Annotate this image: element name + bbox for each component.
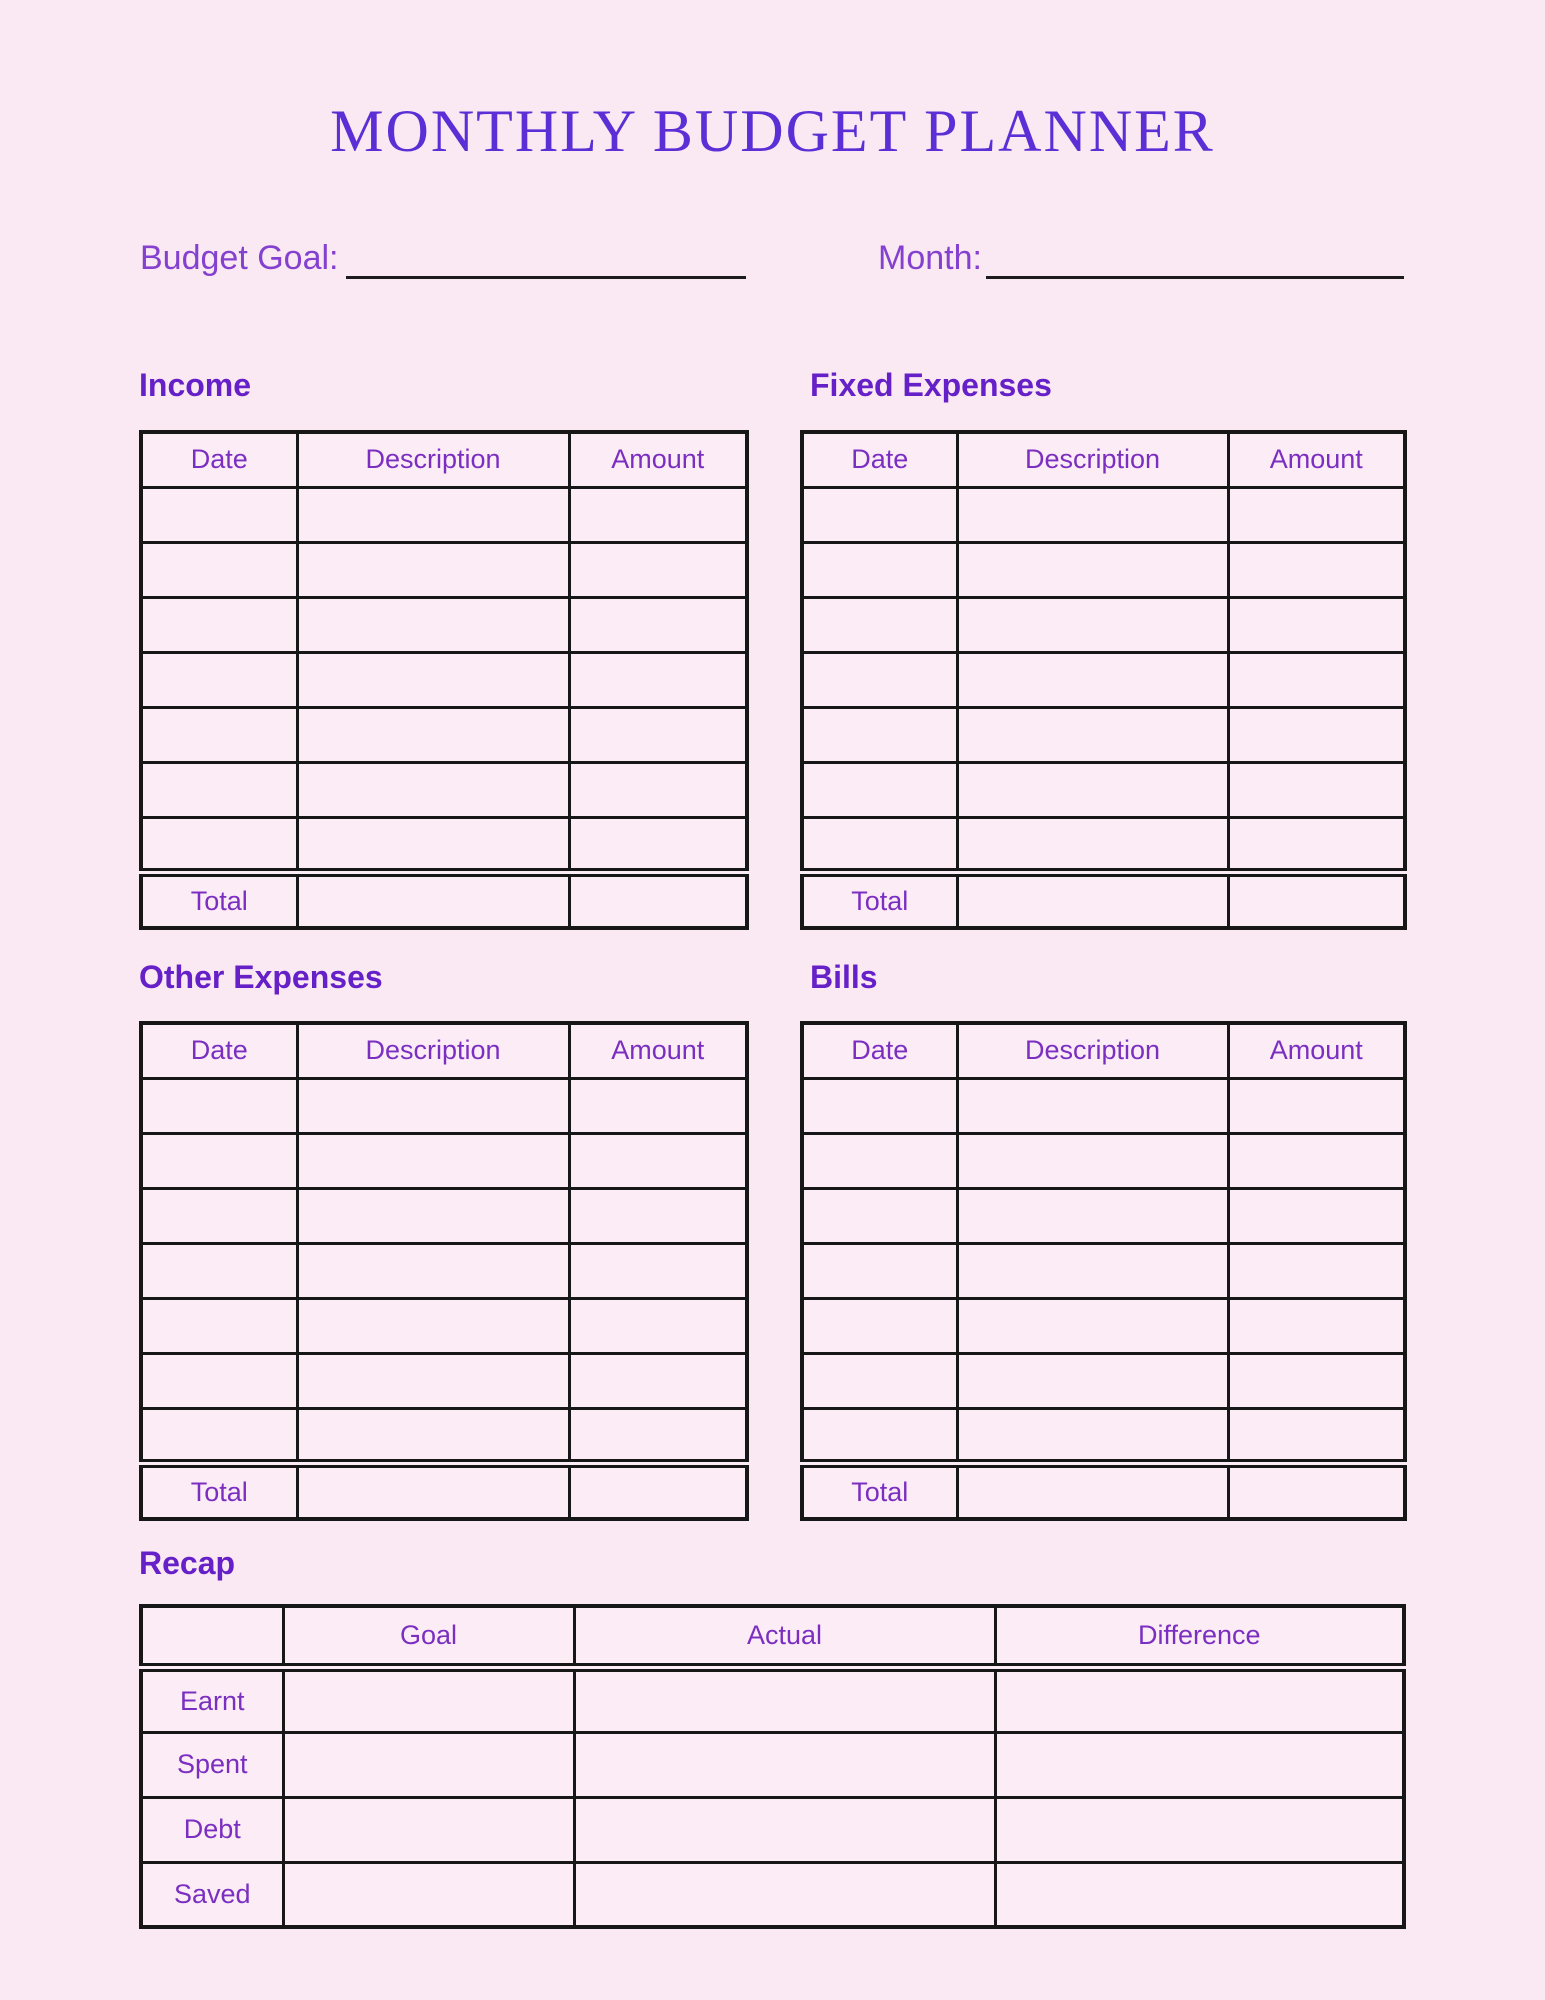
column-header-amount: Amount [1228, 432, 1405, 487]
entry-cell[interactable] [569, 1243, 747, 1298]
total-description-cell[interactable] [297, 1463, 569, 1519]
table-header-row [802, 1023, 1405, 1078]
recap-difference-cell[interactable] [995, 1667, 1404, 1732]
entry-cell[interactable] [957, 1298, 1228, 1353]
entry-cell[interactable] [802, 652, 957, 707]
column-header-description: Description [297, 1023, 569, 1078]
entry-cell[interactable] [957, 1243, 1228, 1298]
recap-goal-cell[interactable] [283, 1732, 574, 1797]
section-heading-income: Income [139, 367, 252, 403]
entry-cell[interactable] [802, 707, 957, 762]
entry-row [802, 487, 1405, 542]
entry-cell[interactable] [569, 1188, 747, 1243]
entry-row [802, 1188, 1405, 1243]
entry-row [802, 1353, 1405, 1408]
entry-cell[interactable] [141, 817, 297, 872]
entry-row [802, 1133, 1405, 1188]
entry-row [141, 1243, 747, 1298]
entry-cell[interactable] [802, 487, 957, 542]
entry-cell[interactable] [1228, 707, 1405, 762]
entry-row [802, 542, 1405, 597]
entry-cell[interactable] [297, 1408, 569, 1463]
recap-difference-cell[interactable] [995, 1797, 1404, 1862]
entry-cell[interactable] [957, 707, 1228, 762]
entry-cell[interactable] [569, 707, 747, 762]
entry-cell[interactable] [569, 1408, 747, 1463]
recap-header-row [141, 1606, 1404, 1667]
entry-cell[interactable] [957, 597, 1228, 652]
section-income [139, 366, 745, 930]
entry-cell[interactable] [1228, 1188, 1405, 1243]
recap-goal-cell[interactable] [283, 1797, 574, 1862]
total-row [802, 872, 1405, 928]
entry-cell[interactable] [569, 1298, 747, 1353]
recap-row-label: Earnt [141, 1667, 283, 1732]
recap-goal-cell[interactable] [283, 1862, 574, 1927]
entry-cell[interactable] [1228, 1243, 1405, 1298]
section-bills [800, 958, 1403, 1521]
entry-row [802, 707, 1405, 762]
entry-cell[interactable] [802, 1298, 957, 1353]
entry-cell[interactable] [297, 597, 569, 652]
column-header-description: Description [297, 432, 569, 487]
entry-cell[interactable] [297, 652, 569, 707]
column-header-description: Description [957, 1023, 1228, 1078]
recap-difference-cell[interactable] [995, 1732, 1404, 1797]
entry-cell[interactable] [802, 1188, 957, 1243]
entry-cell[interactable] [802, 542, 957, 597]
recap-actual-cell[interactable] [574, 1667, 995, 1732]
entry-cell[interactable] [569, 762, 747, 817]
entry-cell[interactable] [569, 597, 747, 652]
recap-row-label: Spent [141, 1732, 283, 1797]
section-fixed-expenses [800, 366, 1403, 930]
entry-row [802, 1408, 1405, 1463]
entry-cell[interactable] [141, 542, 297, 597]
entry-cell[interactable] [569, 817, 747, 872]
total-row [141, 1463, 747, 1519]
column-header-date: Date [802, 432, 957, 487]
entry-cell[interactable] [957, 1353, 1228, 1408]
recap-goal-cell[interactable] [283, 1667, 574, 1732]
fixed-expenses-table [800, 430, 1407, 930]
entry-row [141, 542, 747, 597]
entry-cell[interactable] [1228, 1408, 1405, 1463]
entry-cell[interactable] [569, 652, 747, 707]
entry-row [141, 1188, 747, 1243]
entry-cell[interactable] [297, 1353, 569, 1408]
total-label: Total [141, 1463, 297, 1519]
total-description-cell[interactable] [957, 1463, 1228, 1519]
column-header-amount: Amount [1228, 1023, 1405, 1078]
entry-row [802, 817, 1405, 872]
bills-table [800, 1021, 1407, 1521]
recap-corner-cell [141, 1606, 283, 1667]
section-other-expenses [139, 958, 745, 1521]
entry-cell[interactable] [297, 1188, 569, 1243]
total-amount-cell[interactable] [569, 872, 747, 928]
entry-cell[interactable] [141, 1298, 297, 1353]
entry-row [802, 652, 1405, 707]
entry-cell[interactable] [957, 817, 1228, 872]
entry-row [141, 1298, 747, 1353]
entry-cell[interactable] [297, 487, 569, 542]
entry-cell[interactable] [802, 1353, 957, 1408]
entry-cell[interactable] [957, 1078, 1228, 1133]
entry-cell[interactable] [297, 707, 569, 762]
entry-row [141, 1408, 747, 1463]
recap-row-label: Debt [141, 1797, 283, 1862]
entry-cell[interactable] [1228, 762, 1405, 817]
entry-cell[interactable] [1228, 597, 1405, 652]
entry-row [141, 1133, 747, 1188]
total-row [141, 872, 747, 928]
entry-cell[interactable] [1228, 542, 1405, 597]
total-label: Total [141, 872, 297, 928]
entry-row [141, 1078, 747, 1133]
table-header-row [141, 432, 747, 487]
column-header-date: Date [141, 1023, 297, 1078]
entry-cell[interactable] [957, 652, 1228, 707]
entry-cell[interactable] [141, 487, 297, 542]
income-table [139, 430, 749, 930]
entry-row [141, 487, 747, 542]
entry-cell[interactable] [1228, 487, 1405, 542]
recap-row-earnt [141, 1667, 1404, 1732]
entry-cell[interactable] [802, 1243, 957, 1298]
recap-row-saved [141, 1862, 1404, 1927]
total-label: Total [802, 1463, 957, 1519]
table-header-row [802, 432, 1405, 487]
entry-row [141, 1353, 747, 1408]
total-row [802, 1463, 1405, 1519]
column-header-difference: Difference [995, 1606, 1404, 1667]
entry-cell[interactable] [141, 1078, 297, 1133]
entry-cell[interactable] [957, 542, 1228, 597]
entry-row [802, 597, 1405, 652]
entry-cell[interactable] [141, 1353, 297, 1408]
entry-cell[interactable] [802, 1078, 957, 1133]
entry-cell[interactable] [802, 597, 957, 652]
recap-table [139, 1604, 1406, 1929]
entry-cell[interactable] [957, 1188, 1228, 1243]
entry-cell[interactable] [297, 1133, 569, 1188]
month-input-line[interactable] [986, 276, 1404, 279]
entry-cell[interactable] [141, 1243, 297, 1298]
column-header-goal: Goal [283, 1606, 574, 1667]
entry-cell[interactable] [1228, 1353, 1405, 1408]
recap-actual-cell[interactable] [574, 1797, 995, 1862]
entry-row [141, 652, 747, 707]
total-amount-cell[interactable] [569, 1463, 747, 1519]
budget-goal-label: Budget Goal: [140, 239, 339, 277]
column-header-actual: Actual [574, 1606, 995, 1667]
entry-cell[interactable] [297, 542, 569, 597]
entry-row [802, 762, 1405, 817]
other-expenses-table [139, 1021, 749, 1521]
column-header-amount: Amount [569, 432, 747, 487]
entry-row [141, 817, 747, 872]
section-recap [139, 1544, 1403, 1929]
table-header-row [141, 1023, 747, 1078]
entry-cell[interactable] [297, 1298, 569, 1353]
entry-cell[interactable] [802, 762, 957, 817]
total-description-cell[interactable] [957, 872, 1228, 928]
entry-row [802, 1243, 1405, 1298]
column-header-date: Date [141, 432, 297, 487]
entry-cell[interactable] [957, 1408, 1228, 1463]
section-heading-fixed-expenses: Fixed Expenses [810, 367, 1052, 403]
entry-cell[interactable] [141, 597, 297, 652]
entry-cell[interactable] [569, 542, 747, 597]
entry-cell[interactable] [297, 1243, 569, 1298]
entry-cell[interactable] [569, 1133, 747, 1188]
entry-cell[interactable] [957, 762, 1228, 817]
entry-cell[interactable] [141, 652, 297, 707]
page-title: MONTHLY BUDGET PLANNER [330, 98, 1215, 164]
entry-cell[interactable] [569, 487, 747, 542]
total-label: Total [802, 872, 957, 928]
entry-cell[interactable] [1228, 1078, 1405, 1133]
budget-goal-input-line[interactable] [346, 276, 746, 279]
entry-row [141, 707, 747, 762]
entry-row [141, 597, 747, 652]
entry-cell[interactable] [1228, 1298, 1405, 1353]
column-header-description: Description [957, 432, 1228, 487]
entry-cell[interactable] [569, 1353, 747, 1408]
entry-cell[interactable] [141, 1133, 297, 1188]
entry-cell[interactable] [297, 762, 569, 817]
entry-row [802, 1298, 1405, 1353]
entry-cell[interactable] [957, 1133, 1228, 1188]
total-amount-cell[interactable] [1228, 872, 1405, 928]
entry-cell[interactable] [141, 1408, 297, 1463]
entry-cell[interactable] [802, 1133, 957, 1188]
entry-cell[interactable] [297, 1078, 569, 1133]
recap-difference-cell[interactable] [995, 1862, 1404, 1927]
entry-row [141, 762, 747, 817]
entry-cell[interactable] [141, 762, 297, 817]
section-heading-recap: Recap [139, 1545, 236, 1581]
month-label: Month: [878, 239, 982, 277]
total-amount-cell[interactable] [1228, 1463, 1405, 1519]
column-header-amount: Amount [569, 1023, 747, 1078]
recap-row-label: Saved [141, 1862, 283, 1927]
entry-cell[interactable] [1228, 1133, 1405, 1188]
recap-row-spent [141, 1732, 1404, 1797]
entry-cell[interactable] [957, 487, 1228, 542]
entry-cell[interactable] [1228, 652, 1405, 707]
entry-row [802, 1078, 1405, 1133]
column-header-date: Date [802, 1023, 957, 1078]
entry-cell[interactable] [1228, 817, 1405, 872]
recap-actual-cell[interactable] [574, 1862, 995, 1927]
entry-cell[interactable] [569, 1078, 747, 1133]
recap-row-debt [141, 1797, 1404, 1862]
recap-actual-cell[interactable] [574, 1732, 995, 1797]
section-heading-other-expenses: Other Expenses [139, 959, 383, 995]
section-heading-bills: Bills [810, 959, 878, 995]
entry-cell[interactable] [141, 1188, 297, 1243]
entry-cell[interactable] [802, 817, 957, 872]
entry-cell[interactable] [297, 817, 569, 872]
total-description-cell[interactable] [297, 872, 569, 928]
entry-cell[interactable] [141, 707, 297, 762]
entry-cell[interactable] [802, 1408, 957, 1463]
